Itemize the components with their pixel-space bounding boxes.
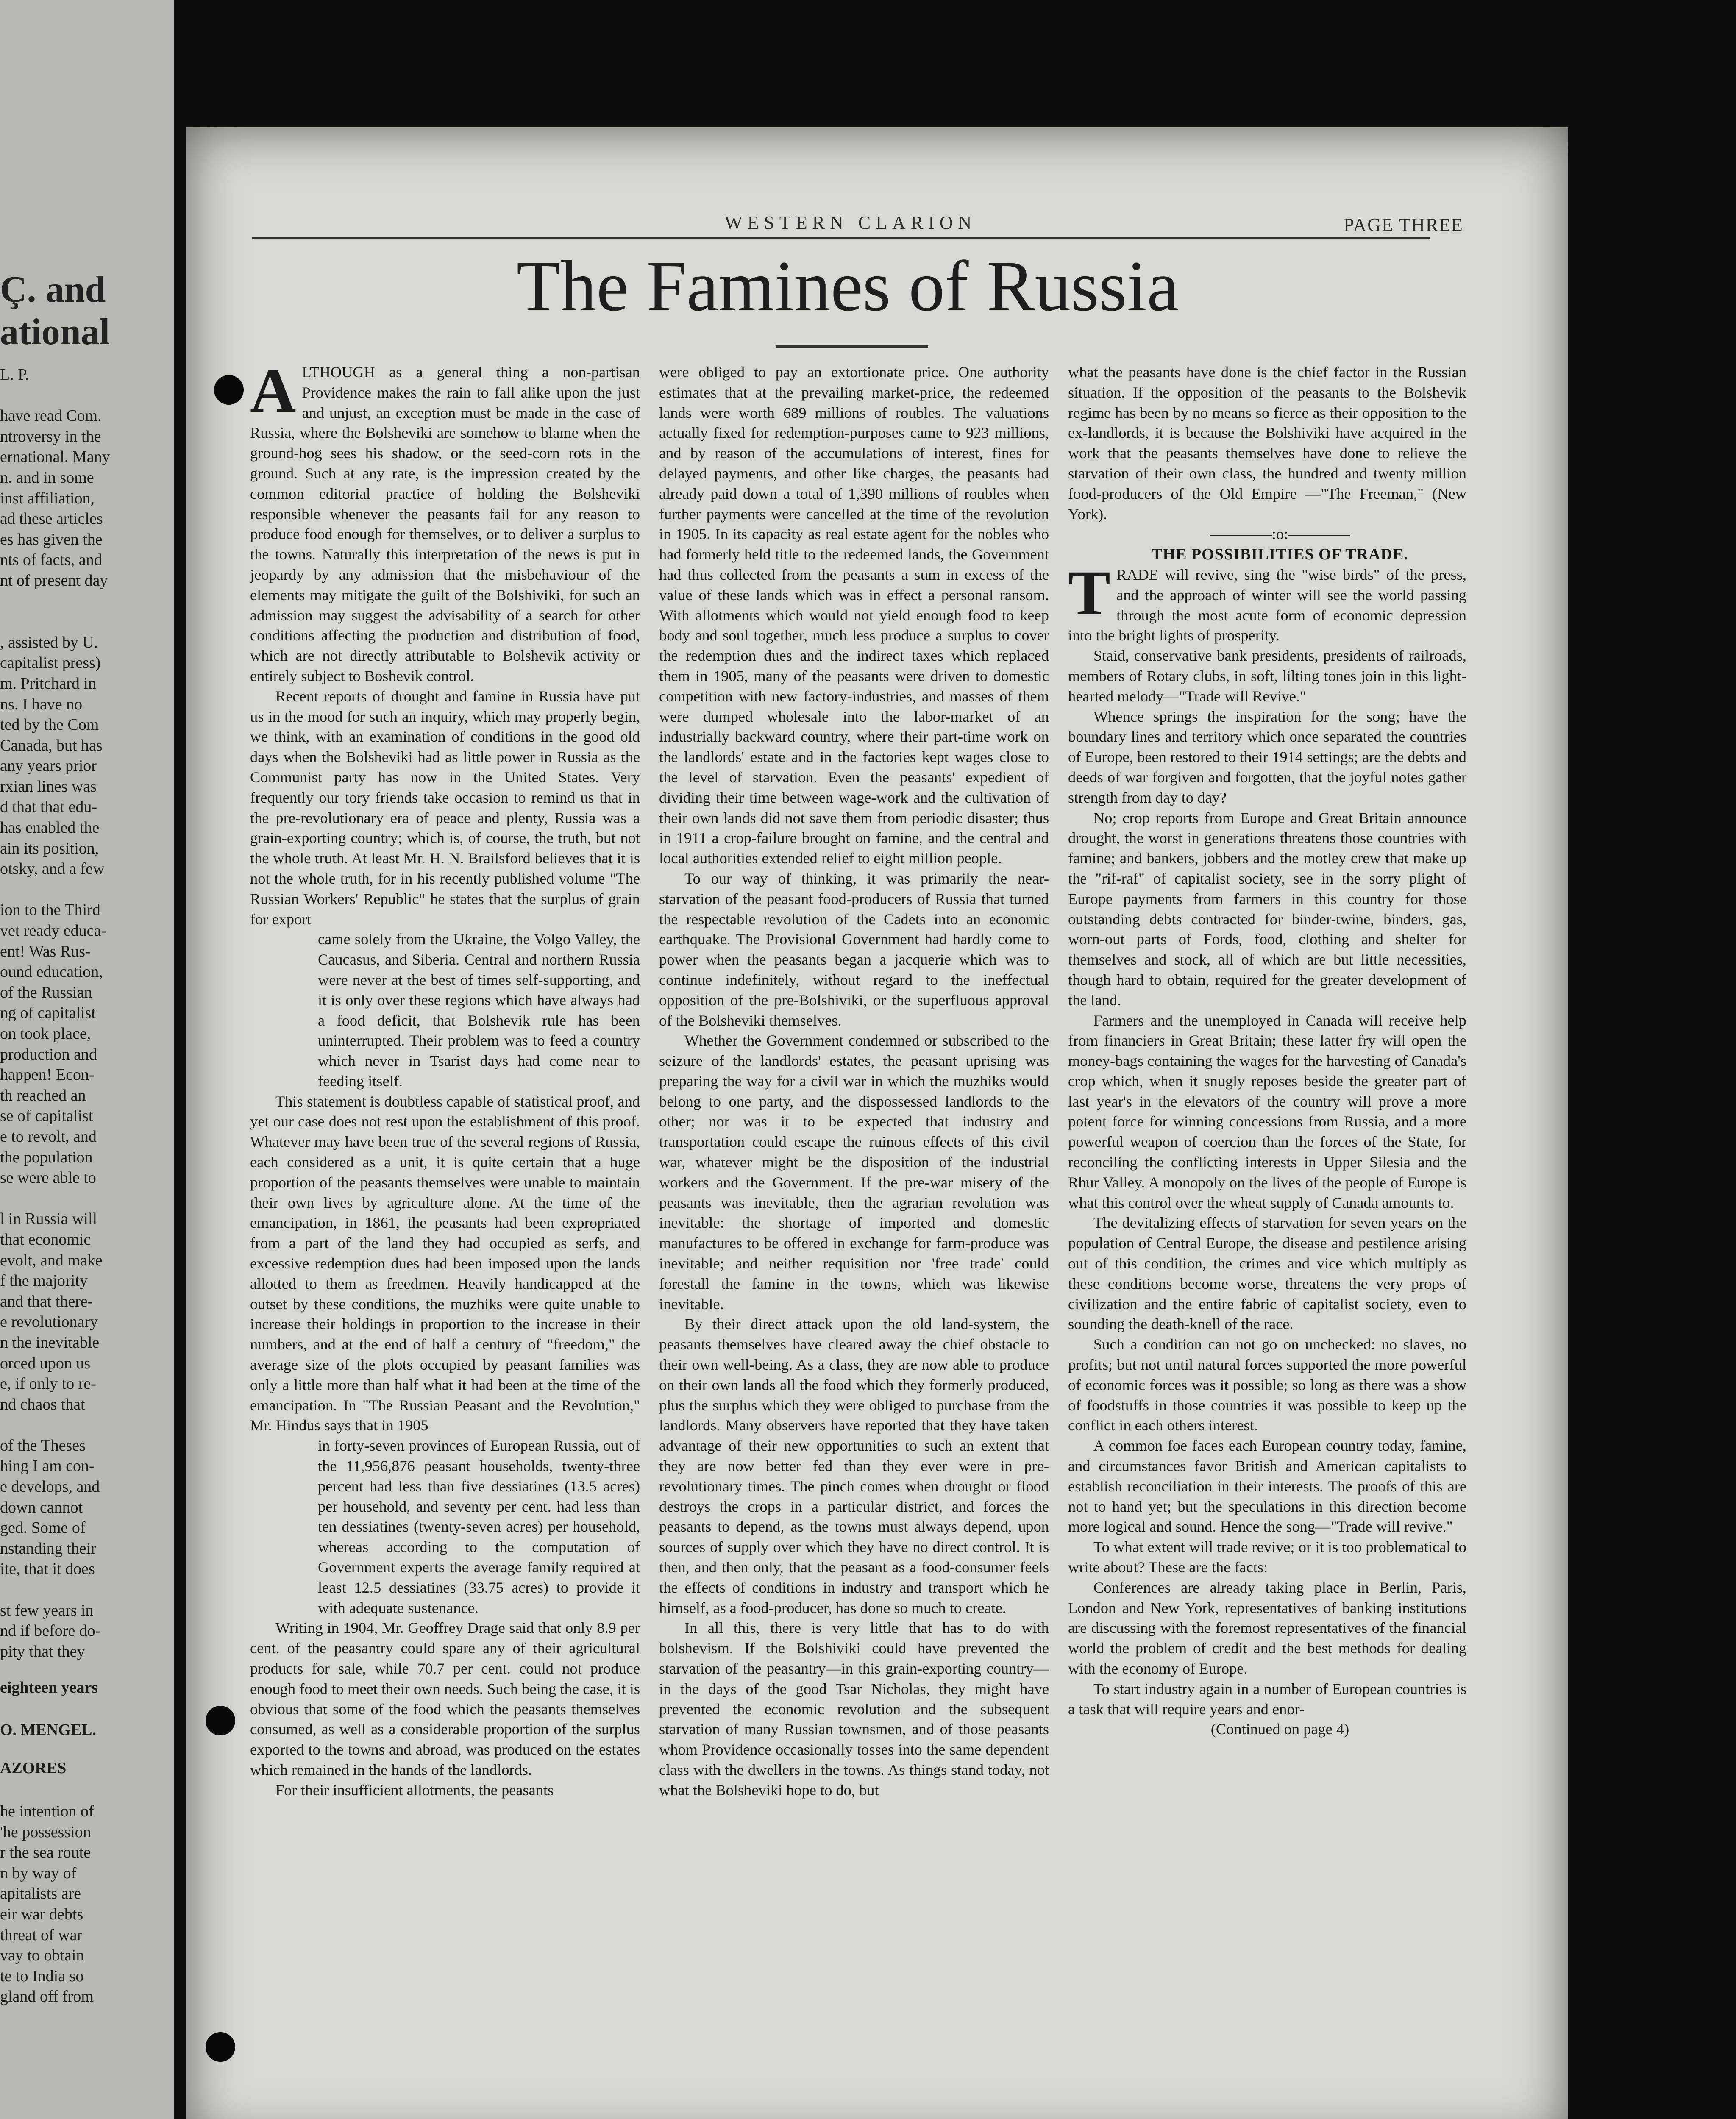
fragment-line: hing I am con- bbox=[0, 1457, 95, 1475]
fragment-line: ns. I have no bbox=[0, 695, 83, 713]
column-1-paragraph-1-text: LTHOUGH as a general thing a non-partisan Providence makes the rain to fall alike upon the just and unjust, an exception must be made in the case of Russia, where the Bolsheviki are somehow to blame when the ground-hog sees his shadow, or the seed-corn rots in the ground. Such at any rate, is the impression created by the common editorial practice of holding the Bolsheviki responsible whenever the peasants fail for any reason to produce food enough for themselves, or to deliver a surplus to the towns. Naturally this interpretation of the news is put in jeopardy by any admission that the misbehaviour of the elements may mitigate the guilt of the Bolshiviki, for such an admission may suggest the advisability of a search for other conditions affecting the production and distribution of food, which are not directly attributable to Bolshevik activity or entirely subject to Boshevik control. bbox=[250, 364, 640, 684]
fragment-line: ite, that it does bbox=[0, 1560, 95, 1578]
fragment-line bbox=[0, 1188, 127, 1209]
fragment-line: ged. Some of bbox=[0, 1519, 86, 1537]
fragment-line: has enabled the bbox=[0, 819, 100, 837]
fragment-line: down cannot bbox=[0, 1498, 83, 1516]
fragment-heading-line-2: ational bbox=[0, 311, 110, 353]
fragment-line: have read Com. bbox=[0, 407, 102, 425]
fragment-line: pity that they bbox=[0, 1642, 85, 1660]
fragment-line bbox=[0, 879, 127, 900]
column-2-paragraph-3: Whether the Government condemned or subscribed to the seizure of the landlords' estates, the peasant uprising was preparing the way for a civil war in which the muzhiks would belong to one party, and the dispossessed landlords to the other; nor was it to be expected that industry and transportation could escape the ruinous effects of this civil war, whatever might be the disposition of the industrial workers and the Government. If the pre-war misery of the peasants was inevitable, then the agrarian revolution was inevitable: the shortage of imported and domestic manufactures to be offered in exchange for farm-produce was inevitable; and neither requisition nor 'free trade' could forestall the famine in the towns, which was likewise inevitable. bbox=[659, 1032, 1049, 1313]
column-2-paragraph-4: By their direct attack upon the old land-system, the peasants themselves have cleared away the chief obstacle to their own well-being. As a class, they are now able to produce on their own lands all the food which they formerly produced, plus the surplus which they were obliged to purchase from the landlords. Many observers have reported that they have taken advantage of their new opportunities to such an extent that they are now better fed than they ever were in pre-revolutionary times. The pinch comes when drought or flood destroys the crops in a particular district, and forces the peasants to depend, as the towns must always depend, upon sources of supply over which they have no direct control. It is then, and then only, that the peasant as a food-consumer feels the effects of conditions in industry and transport which he himself, as a food-producer, has done so much to create. bbox=[659, 1315, 1049, 1616]
fragment-line: apitalists are bbox=[0, 1885, 81, 1903]
section-heading: THE POSSIBILITIES OF TRADE. bbox=[1152, 545, 1408, 564]
fragment-line bbox=[0, 385, 127, 406]
fragment-line bbox=[0, 612, 127, 632]
column-3-paragraph-1: what the peasants have done is the chief factor in the Russian situation. If the opposition of the peasants to the Bolshevik regime has been by no means so fierce as their opposition to the ex-landlords, it is because the Bolshiviki have acquired in the work that the peasants themselves have done to relieve the starvation of their own class, the hundred and twenty million food-producers of the Old Empire —"The Freeman," (New York). bbox=[1068, 364, 1466, 523]
fragment-line: nd if before do- bbox=[0, 1622, 101, 1640]
fragment-line: ain its position, bbox=[0, 839, 99, 857]
binder-hole bbox=[206, 2032, 235, 2062]
column-1-quotation-1: came solely from the Ukraine, the Volgo Valley, the Caucasus, and Siberia. Central and northern Russia were never at the best of times self-supporting, and it is only over these regions which have always had a food deficit, that Bolshevik rule has been uninterrupted. Their problem was to feed a country which never in Tsarist days had come near to feeding itself. bbox=[318, 931, 640, 1090]
running-head: WESTERN CLARION bbox=[725, 212, 977, 233]
fragment-line: ng of capitalist bbox=[0, 1004, 96, 1022]
fragment-line: n the inevitable bbox=[0, 1333, 100, 1351]
column-3-paragraph-12: To start industry again in a number of European countries is a task that will require years and enor- bbox=[1068, 1680, 1466, 1718]
fragment-line bbox=[0, 1415, 127, 1435]
page-number-label: PAGE THREE bbox=[1344, 214, 1463, 235]
drop-cap-t: T bbox=[1068, 557, 1111, 628]
fragment-text-lower bbox=[0, 1801, 127, 2007]
facing-page-fragment bbox=[0, 0, 174, 2119]
fragment-line: nstanding their bbox=[0, 1539, 96, 1557]
fragment-line: threat of war bbox=[0, 1926, 83, 1944]
fragment-signature: O. MENGEL. bbox=[0, 1721, 96, 1739]
fragment-line: the population bbox=[0, 1148, 93, 1166]
fragment-line: ernational. Many bbox=[0, 448, 110, 466]
article-column-1 bbox=[250, 355, 640, 1801]
fragment-line: orced upon us bbox=[0, 1354, 91, 1372]
fragment-line: he intention of bbox=[0, 1802, 94, 1820]
fragment-line: and that there- bbox=[0, 1292, 93, 1310]
fragment-line: otsky, and a few bbox=[0, 860, 105, 878]
fragment-line: ion to the Third bbox=[0, 901, 100, 919]
binder-hole bbox=[206, 1706, 235, 1735]
column-1-paragraph-2: Recent reports of drought and famine in Russia have put us in the mood for such an inquiry, which may properly begin, we think, with an examination of conditions in the good old days when the Bolsheviki had as little power in Russia as the Communist party has now in the United States. Very frequently our tory friends take occasion to remind us that in the pre-revolutionary era of peace and plenty, Russia was a grain-exporting country; which is, of course, the truth, but not the whole truth. At least Mr. H. N. Brailsford believes that it is not the whole truth, for in his recently published volume "The Russian Workers' Republic" he states that the surplus of grain for export bbox=[250, 687, 640, 928]
fragment-line: inst affiliation, bbox=[0, 489, 95, 507]
fragment-line: e develops, and bbox=[0, 1478, 100, 1496]
fragment-line: gland off from bbox=[0, 1988, 94, 2006]
fragment-line: e, if only to re- bbox=[0, 1375, 96, 1393]
column-1-paragraph-1 bbox=[250, 355, 640, 687]
column-2-paragraph-5: In all this, there is very little that has to do with bolshevism. If the Bolshiviki could have prevented the starvation of the peasantry—in this grain-exporting country—in the days of the good Tsar Nicholas, they might have prevented the economic revolution and the subsequent starvation of many Russian townsmen, and of those peasants whom Providence occasionally tosses into the same dependent class with the dwellers in the towns. As things stand today, not what the Bolsheviki hope to do, but bbox=[659, 1619, 1049, 1799]
fragment-line: eir war debts bbox=[0, 1905, 83, 1923]
fragment-line: n. and in some bbox=[0, 468, 94, 487]
fragment-line: that economic bbox=[0, 1230, 91, 1249]
fragment-line: vay to obtain bbox=[0, 1947, 84, 1965]
fragment-line: se of capitalist bbox=[0, 1107, 93, 1125]
fragment-line: ent! Was Rus- bbox=[0, 942, 91, 960]
fragment-line: d that that edu- bbox=[0, 798, 97, 816]
fragment-line: production and bbox=[0, 1045, 97, 1063]
fragment-line: th reached an bbox=[0, 1086, 86, 1104]
fragment-heading-line-1: Ç. and bbox=[0, 269, 106, 310]
column-3-paragraph-10: To what extent will trade revive; or it is too problematical to write about? These are the facts: bbox=[1068, 1538, 1466, 1576]
column-3-paragraph-8: Such a condition can not go on unchecked: no slaves, no profits; but not until natural forces supported the more powerful of economic forces was it possible; so long as there was a show of foodstuffs in those countries it was possible to keep up the conflict in each others interest. bbox=[1068, 1336, 1466, 1434]
fragment-line: nts of facts, and bbox=[0, 551, 102, 569]
fragment-line: st few years in bbox=[0, 1601, 94, 1619]
continued-notice: (Continued on page 4) bbox=[1210, 1721, 1349, 1738]
column-3-paragraph-5: No; crop reports from Europe and Great Britain announce drought, the worst in generations threatens those countries with famine; and bankers, jobbers and the motley crew that make up the "rif-raf" of capitalist society, see in the sorry plight of Europe payments from farmers in this country for those outstanding debts contracted for binder-twine, binders, gas, worn-out parts of Fords, food, clothing and shelter for themselves and stock, all of which are but little necessities, though hard to obtain, required for the greater development of the land. bbox=[1068, 809, 1466, 1009]
fragment-line: 'he possession bbox=[0, 1823, 91, 1841]
column-3-paragraph-4: Whence springs the inspiration for the song; have the boundary lines and territory which once separated the countries of Europe, been restored to their 1914 settings; are the debts and deeds of war forgiven and forgotten, that the joyful notes gather strength from day to day? bbox=[1068, 708, 1466, 806]
title-underline bbox=[776, 345, 928, 348]
fragment-line: on took place, bbox=[0, 1025, 91, 1043]
column-3-paragraph-6: Farmers and the unemployed in Canada will receive help from financiers in Great Britain; these latter fry will open the money-bags containing the wages for the harvesting of Canada's crop which, when it snugly reposes beside the greater part of last year's in the elevators of the country will prove a more potent force for winning concessions from Russia, and a more powerful weapon of coercion than the forces of the State, for reconciling the conflicting interests in Upper Silesia and the Rhur Valley. A monopoly on the lives of the people of Europe is what this control over the wheat supply of Canada amounts to. bbox=[1068, 1012, 1466, 1211]
drop-cap-a: A bbox=[250, 355, 296, 425]
column-3-paragraph-3: Staid, conservative bank presidents, presidents of railroads, members of Rotary clubs, in soft, lilting tones join in this light-hearted melody—"Trade will Revive." bbox=[1068, 647, 1466, 705]
fragment-line: ound education, bbox=[0, 963, 103, 981]
binder-hole bbox=[214, 375, 244, 405]
fragment-line: r the sea route bbox=[0, 1844, 91, 1862]
column-3-paragraph-7: The devitalizing effects of starvation for seven years on the population of Central Europe, the disease and pestilence arising out of this condition, the crimes and vice which multiply as these conditions become worse, threatens the very props of civilization and the entire fabric of capitalist society, even to sounding the death-knell of the race. bbox=[1068, 1214, 1466, 1333]
fragment-line: f the majority bbox=[0, 1272, 88, 1290]
column-2-paragraph-2: To our way of thinking, it was primarily the near-starvation of the peasant food-producers of Russia that turned the respectable revolution of the Cadets into an economic earthquake. The Provisional Government had hardly come to power when the peasants began a jacquerie which was to continue indefinitely, without regard to the ineffectual opposition of the pre-Bolshiviki, or the superfluous approval of the Bolsheviki themselves. bbox=[659, 870, 1049, 1029]
fragment-line: nd chaos that bbox=[0, 1395, 85, 1413]
fragment-line: vet ready educa- bbox=[0, 922, 107, 940]
fragment-eighteen-years: eighteen years bbox=[0, 1679, 98, 1696]
fragment-line: happen! Econ- bbox=[0, 1066, 95, 1084]
fragment-line: any years prior bbox=[0, 757, 97, 775]
column-3-paragraph-2-text: RADE will revive, sing the "wise birds" of the press, and the approach of winter will see the world passing through the most acute form of economic depression into the bright lights of prosperity. bbox=[1068, 566, 1466, 644]
fragment-line: ad these articles bbox=[0, 510, 103, 528]
column-1-quotation-2: in forty-seven provinces of European Russia, out of the 11,956,876 peasant households, twenty-three percent had less than five dessiatines (13.5 acres) per household, and seventy per cent. had less than ten dessiatines (twenty-seven acres) per household, whereas according to the computation of Government experts the average family required at least 12.5 dessiatines (33.75 acres) to provide it with adequate sustenance. bbox=[318, 1437, 640, 1616]
fragment-line: n by way of bbox=[0, 1864, 77, 1882]
fragment-line: se were able to bbox=[0, 1169, 96, 1187]
fragment-line: , assisted by U. bbox=[0, 633, 98, 651]
fragment-line: of the Russian bbox=[0, 983, 92, 1001]
fragment-line: ted by the Com bbox=[0, 716, 99, 734]
fragment-line: e to revolt, and bbox=[0, 1127, 97, 1146]
header-rule bbox=[252, 237, 1430, 239]
fragment-line: Canada, but has bbox=[0, 736, 103, 754]
fragment-text-upper bbox=[0, 364, 127, 1662]
fragment-line: e revolutionary bbox=[0, 1313, 98, 1331]
fragment-line bbox=[0, 591, 127, 612]
article-column-2 bbox=[659, 362, 1049, 1801]
fragment-line: m. Pritchard in bbox=[0, 674, 96, 692]
fragment-line: te to India so bbox=[0, 1967, 84, 1985]
column-2-paragraph-1: were obliged to pay an extortionate price. One authority estimates that at the prevailing market-price, the redeemed lands were worth 689 millions of roubles. The valuations actually fixed for redemption-purposes came to 923 millions, and by reason of the accumulations of interest, fines for delayed payments, and other like charges, the peasants had already paid down a total of 1,390 millions of roubles when further payments were cancelled at the time of the revolution in 1905. In its capacity as real estate agent for the nobles who had formerly held title to the redeemed lands, the Government had thus collected from the peasants a sum in excess of the value of these lands which was in effect a personal ransom. With allotments which would not yield enough food to keep body and soul together, much less produce a surplus to cover the redemption dues and the indirect taxes which replaced them in 1905, many of the peasants were driven to domestic competition with new factory-industries, and masses of them were dumped wholesale into the labor-market of an industrially backward country, where their part-time work on the landlords' estate and in the factories kept wages close to the level of starvation. Even the peasants' expedient of dividing their time between wage-work and the cultivation of their own lands did not save them from periodic disaster; thus in 1911 a crop-failure brought on famine, and the central and local authorities extended relief to eight million people. bbox=[659, 364, 1049, 867]
fragment-line: ntroversy in the bbox=[0, 427, 101, 445]
column-1-paragraph-3: This statement is doubtless capable of statistical proof, and yet our case does not rest upon the establishment of this proof. Whatever may have been true of the several regions of Russia, each considered as a unit, it is quite certain that a huge proportion of the peasants themselves were unable to maintain their own lives by agriculture alone. At the time of the emancipation, in 1861, the peasants had been expropriated from a part of the land they had occupied as serfs, and excessive redemption dues had been imposed upon the lands allotted to them as freedmen. Heavily handicapped at the outset by these conditions, the muzhiks were quite unable to increase their holdings in proportion to the increase in their numbers, and at the end of half a century of "freedom," the average size of the plots occupied by peasant families was only a little more than half what it had been at the time of the emancipation. In "The Russian Peasant and the Revolution," Mr. Hindus says that in 1905 bbox=[250, 1093, 640, 1434]
fragment-line: rxian lines was bbox=[0, 777, 97, 795]
column-3-paragraph-2 bbox=[1068, 557, 1466, 646]
fragment-line: L. P. bbox=[0, 366, 29, 384]
article-column-3 bbox=[1068, 362, 1466, 1740]
fragment-line: capitalist press) bbox=[0, 654, 101, 672]
fragment-azores-heading: AZORES bbox=[0, 1759, 67, 1777]
fragment-line: es has given the bbox=[0, 530, 103, 548]
fragment-line: evolt, and make bbox=[0, 1251, 103, 1269]
column-1-paragraph-4: Writing in 1904, Mr. Geoffrey Drage said that only 8.9 per cent. of the peasantry could spare any of their agricultural products for sale, while 70.7 per cent. could not produce enough food to meet their own needs. Such being the case, it is obvious that some of the food which the peasants themselves consumed, as well as a considerable proportion of the surplus exported to the towns and abroad, was produced on the estates which remained in the hands of the landlords. bbox=[250, 1619, 640, 1778]
fragment-line bbox=[0, 1580, 127, 1600]
column-3-paragraph-11: Conferences are already taking place in Berlin, Paris, London and New York, representatives of banking institutions are discussing with the foremost representatives of the financial world the problem of credit and the best methods for dealing with the economy of Europe. bbox=[1068, 1579, 1466, 1677]
fragment-line: l in Russia will bbox=[0, 1210, 97, 1228]
fragment-line: of the Theses bbox=[0, 1436, 86, 1454]
article-title: The Famines of Russia bbox=[516, 246, 1179, 326]
fragment-line: nt of present day bbox=[0, 571, 108, 590]
section-separator: ————:o:———— bbox=[1210, 526, 1350, 543]
column-1-paragraph-5: For their insufficient allotments, the peasants bbox=[275, 1781, 554, 1799]
column-3-paragraph-9: A common foe faces each European country today, famine, and circumstances favor British and American capitalists to establish reconciliation in their interests. The proofs of this are not to hand yet; but the speculations in this direction become more logical and sound. Hence the song—"Trade will revive." bbox=[1068, 1437, 1466, 1535]
